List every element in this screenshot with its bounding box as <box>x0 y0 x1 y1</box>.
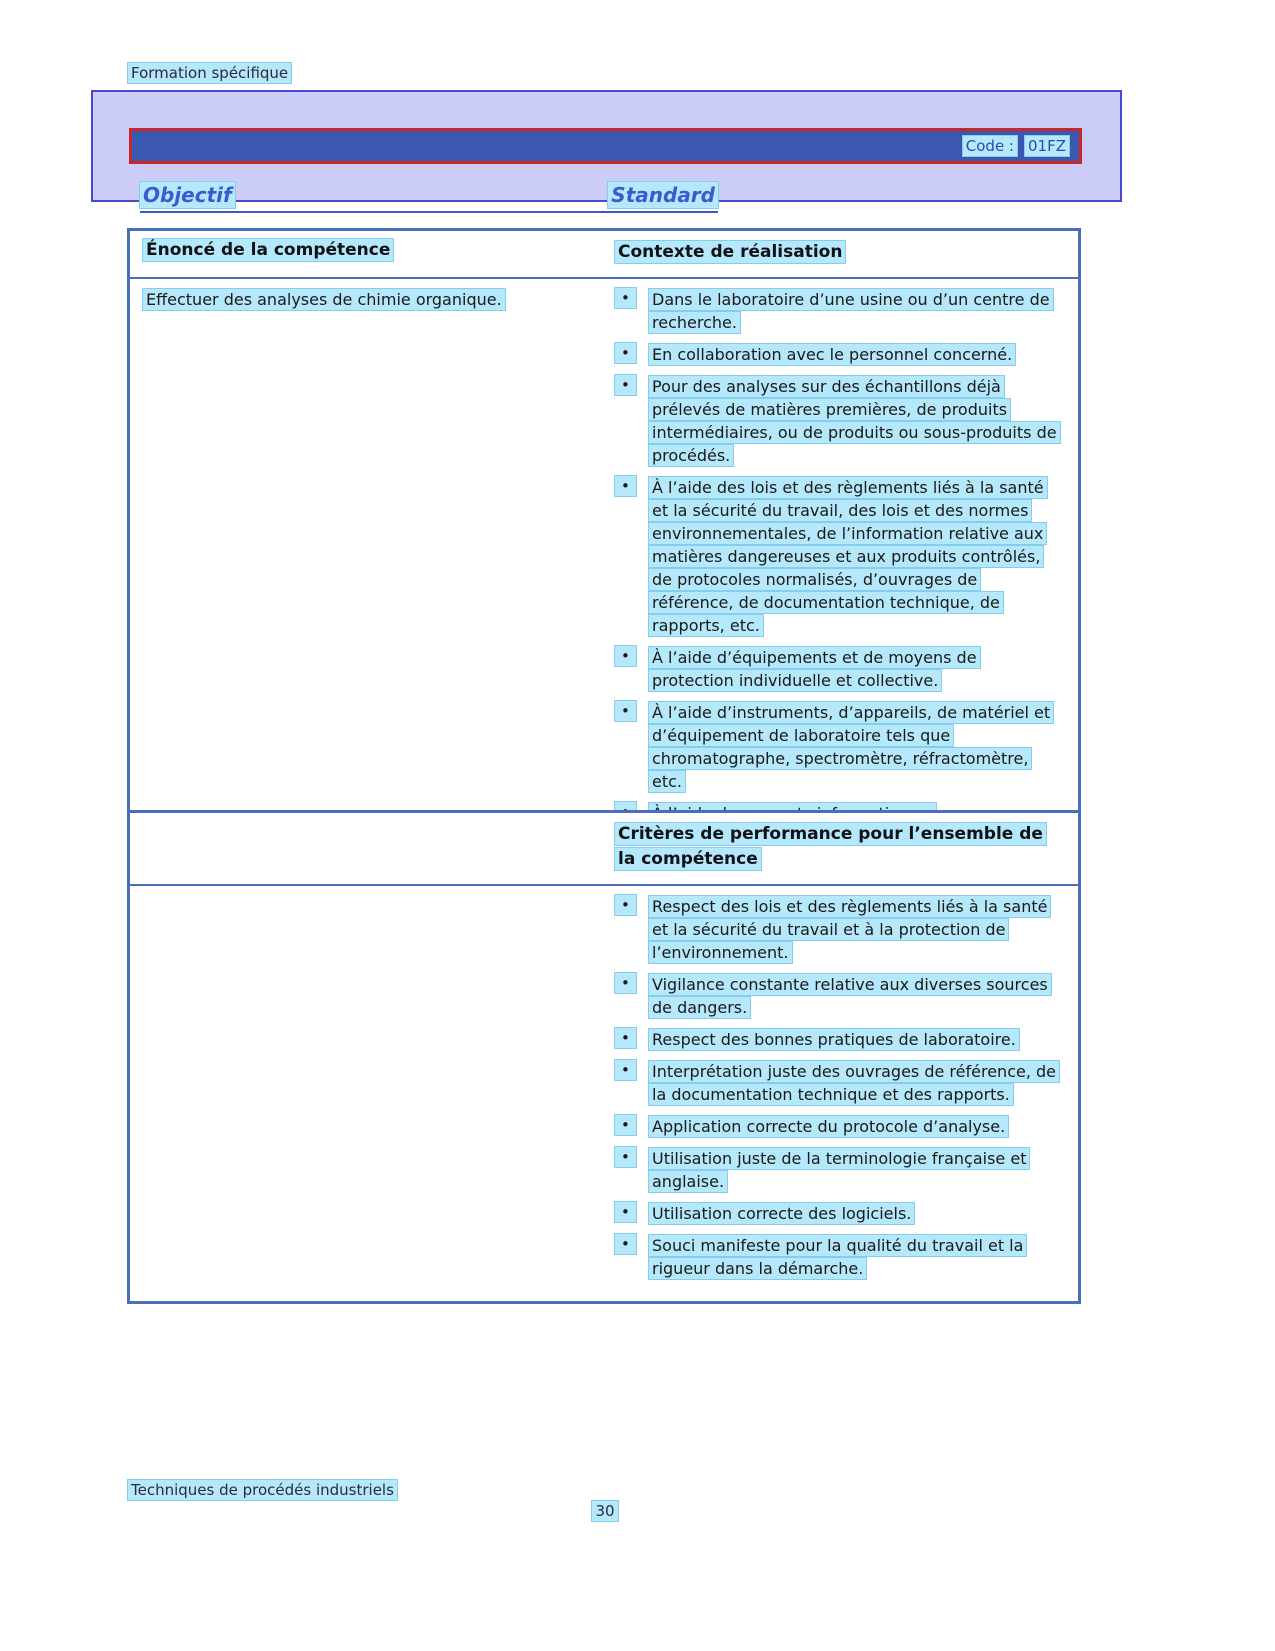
competence-table-header <box>130 231 1078 279</box>
bullet-cell <box>615 646 649 692</box>
list-item <box>615 375 1064 467</box>
header-cell-empty <box>130 813 604 884</box>
bullet-icon <box>615 476 636 496</box>
bullet-icon <box>615 1234 636 1254</box>
criteria-table-body <box>130 886 1078 1301</box>
header-cell-criteria <box>604 813 1078 884</box>
bullet-cell <box>615 1202 649 1225</box>
objectif-heading: Objectif <box>140 182 235 208</box>
bullet-icon <box>615 701 636 721</box>
bullet-cell <box>615 895 649 964</box>
list-item-body <box>649 476 1057 637</box>
list-item <box>615 343 1064 366</box>
criteria-item-text: Utilisation juste de la terminologie française et anglaise. <box>649 1148 1029 1192</box>
list-item-body <box>649 1115 1057 1138</box>
standard-heading: Standard <box>608 182 718 208</box>
list-item-body <box>649 1202 1057 1225</box>
criteria-item-text: Respect des bonnes pratiques de laboratoire. <box>649 1029 1019 1050</box>
bullet-cell <box>615 1115 649 1138</box>
bullet-icon <box>615 375 636 395</box>
context-list <box>604 279 1078 846</box>
bullet-icon <box>615 1147 636 1167</box>
bullet-cell <box>615 1234 649 1280</box>
bullet-cell <box>615 288 649 334</box>
objectif-standard-row <box>140 182 718 213</box>
criteria-table <box>127 810 1081 1304</box>
list-item-body <box>649 1028 1057 1051</box>
list-item <box>615 288 1064 334</box>
page-number-text: 30 <box>592 1501 617 1521</box>
list-item <box>615 1147 1064 1193</box>
col-header-contexte: Contexte de réalisation <box>615 241 845 263</box>
list-item <box>615 1115 1064 1138</box>
bullet-icon <box>615 288 636 308</box>
list-item <box>615 1234 1064 1280</box>
bullet-cell <box>615 343 649 366</box>
bullet-cell <box>615 1028 649 1051</box>
col-header-enonce: Énoncé de la compétence <box>143 239 393 261</box>
list-item-body <box>649 343 1057 366</box>
list-item-body <box>649 288 1057 334</box>
criteria-item-text: Vigilance constante relative aux diverses sources de dangers. <box>649 974 1051 1018</box>
criteria-item-text: Application correcte du protocole d’analyse. <box>649 1116 1008 1137</box>
list-item-body <box>649 701 1057 793</box>
context-item-text: À l’aide d’instruments, d’appareils, de matériel et d’équipement de laboratoire tels que chromatographe, spectromètre, réfractomètre, etc. <box>649 702 1053 792</box>
competence-statement: Effectuer des analyses de chimie organique. <box>143 289 505 310</box>
list-item-body <box>649 895 1057 964</box>
list-item <box>615 476 1064 637</box>
criteria-item-text: Interprétation juste des ouvrages de référence, de la documentation technique et des rapports. <box>649 1061 1059 1105</box>
criteria-item-text: Souci manifeste pour la qualité du travail et la rigueur dans la démarche. <box>649 1235 1026 1279</box>
criteria-list <box>604 886 1078 1301</box>
list-item <box>615 646 1064 692</box>
list-item-body <box>649 1234 1057 1280</box>
list-item-body <box>649 646 1057 692</box>
context-item-text: Dans le laboratoire d’une usine ou d’un centre de recherche. <box>649 289 1053 333</box>
context-item-text: À l’aide des lois et des règlements liés à la santé et la sécurité du travail, des lois et des normes environnementales, de l’information relative aux matières dangereuses et aux produits contrôlés, de protocoles normalisés, d’ouvrages de référence, de documentation technique, de rapports, etc. <box>649 477 1047 636</box>
bullet-icon <box>615 343 636 363</box>
bullet-icon <box>615 1115 636 1135</box>
competence-table <box>127 228 1081 849</box>
criteria-item-text: Utilisation correcte des logiciels. <box>649 1203 914 1224</box>
list-item <box>615 1202 1064 1225</box>
competence-table-body <box>130 279 1078 846</box>
bullet-cell <box>615 476 649 637</box>
footer-label-text: Techniques de procédés industriels <box>128 1480 397 1500</box>
context-item-text: Pour des analyses sur des échantillons déjà prélevés de matières premières, de produits intermédiaires, ou de produits ou sous-produits de procédés. <box>649 376 1060 466</box>
bullet-icon <box>615 973 636 993</box>
list-item <box>615 973 1064 1019</box>
criteria-item-text: Respect des lois et des règlements liés à la santé et la sécurité du travail et à la protection de l’environnement. <box>649 896 1050 963</box>
bullet-icon <box>615 1028 636 1048</box>
header-cell-enonce <box>130 231 604 277</box>
bullet-icon <box>615 1060 636 1080</box>
list-item <box>615 1028 1064 1051</box>
list-item <box>615 895 1064 964</box>
footer-label <box>128 1481 397 1499</box>
bullet-cell <box>615 375 649 467</box>
context-item-text: En collaboration avec le personnel concerné. <box>649 344 1015 365</box>
code-banner <box>129 128 1082 164</box>
bullet-icon <box>615 646 636 666</box>
code-label: Code : <box>963 136 1017 156</box>
list-item-body <box>649 1147 1057 1193</box>
bullet-cell <box>615 1147 649 1193</box>
list-item-body <box>649 1060 1057 1106</box>
criteria-header: Critères de performance pour l’ensemble de la compétence <box>615 823 1046 870</box>
competence-cell <box>130 279 604 846</box>
bullet-cell <box>615 1060 649 1106</box>
list-item <box>615 701 1064 793</box>
list-item <box>615 1060 1064 1106</box>
criteria-empty-cell <box>130 886 604 1301</box>
page-number <box>0 1502 1210 1520</box>
context-item-text: À l’aide d’équipements et de moyens de protection individuelle et collective. <box>649 647 980 691</box>
header-box <box>91 90 1122 207</box>
section-label <box>128 64 291 82</box>
section-label-text: Formation spécifique <box>128 63 291 83</box>
criteria-table-header <box>130 813 1078 886</box>
bullet-icon <box>615 1202 636 1222</box>
bullet-cell <box>615 701 649 793</box>
list-item-body <box>649 375 1057 467</box>
list-item-body <box>649 973 1057 1019</box>
bullet-cell <box>615 973 649 1019</box>
code-value: 01FZ <box>1025 136 1069 156</box>
bullet-icon <box>615 895 636 915</box>
header-cell-contexte <box>604 231 1078 277</box>
